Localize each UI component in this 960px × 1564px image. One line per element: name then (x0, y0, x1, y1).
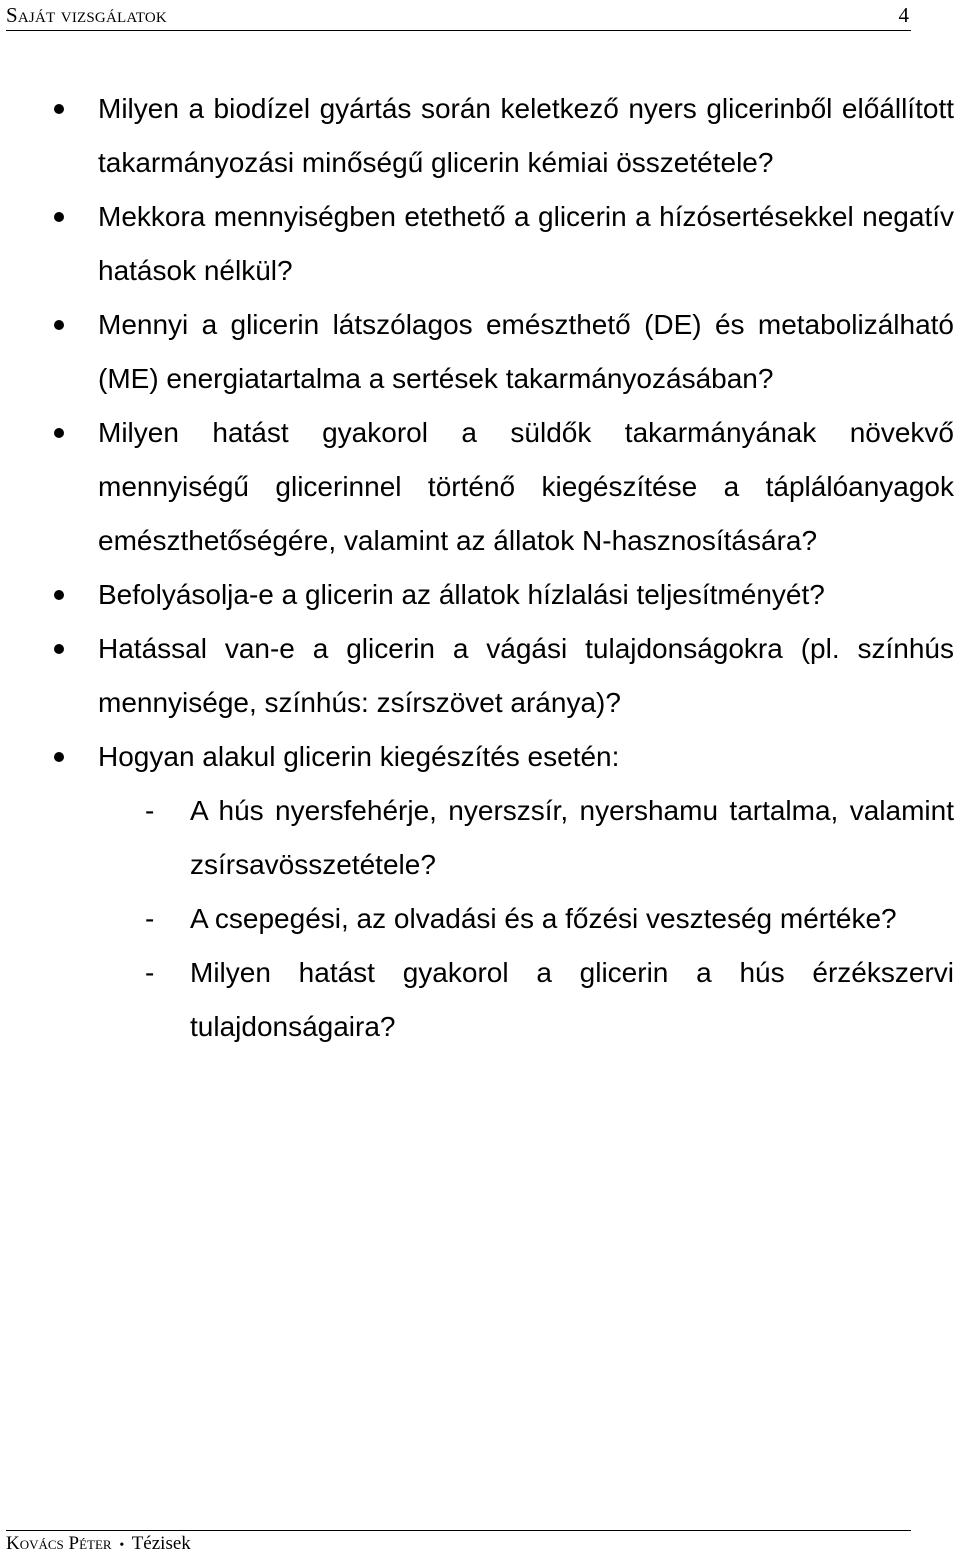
sub-question-list (98, 784, 954, 1054)
bullet-icon (54, 428, 64, 438)
sub-list-item (0, 784, 954, 892)
question-text: Hogyan alakul glicerin kiegészítés esetén: (98, 741, 620, 772)
list-item (0, 406, 954, 568)
sub-question-text: A hús nyersfehérje, nyerszsír, nyershamu tartalma, valamint zsírsavösszetétele? (190, 795, 954, 880)
sub-question-text: Milyen hatást gyakorol a glicerin a hús érzékszervi tulajdonságaira? (190, 957, 954, 1042)
bullet-icon (54, 104, 64, 114)
question-text: Mekkora mennyiségben etethető a glicerin a hízósertésekkel negatív hatások nélkül? (98, 201, 954, 286)
bullet-icon (54, 644, 64, 654)
question-text: Milyen hatást gyakorol a süldők takarmányának növekvő mennyiségű glicerinnel történő kiegészítése a táplálóanyagok emészthetőségére, valamint az állatok N-hasznosítására? (98, 417, 954, 556)
list-item (0, 82, 954, 190)
list-item (0, 298, 954, 406)
page-number: 4 (898, 3, 909, 27)
dash-marker: - (145, 903, 155, 934)
section-title: Saját vizsgálatok (6, 3, 167, 27)
author-name: Kovács Péter (6, 1533, 112, 1554)
bullet-icon (54, 212, 64, 222)
page-header (6, 0, 911, 31)
list-item (0, 730, 954, 1054)
bullet-icon (54, 590, 64, 600)
question-text: Befolyásolja-e a glicerin az állatok hízlalási teljesítményét? (98, 579, 825, 610)
list-item (0, 190, 954, 298)
page-footer (6, 1530, 911, 1555)
bullet-icon (54, 320, 64, 330)
question-text: Hatással van-e a glicerin a vágási tulajdonságokra (pl. színhús mennyisége, színhús: zsírszövet aránya)? (98, 633, 954, 718)
bullet-separator-icon: • (119, 1538, 125, 1553)
question-text: Mennyi a glicerin látszólagos emészthető (DE) és metabolizálható (ME) energiatartalma a sertések takarmányozásában? (98, 309, 954, 394)
dash-marker: - (145, 957, 155, 988)
question-text: Milyen a biodízel gyártás során keletkező nyers glicerinből előállított takarmányozási minőségű glicerin kémiai összetétele? (98, 93, 954, 178)
question-list (0, 82, 960, 1054)
sub-list-item (0, 946, 954, 1054)
sub-question-text: A csepegési, az olvadási és a főzési veszteség mértéke? (190, 903, 897, 934)
list-item (0, 568, 954, 622)
list-item (0, 622, 954, 730)
dash-marker: - (145, 795, 155, 826)
sub-list-item (0, 892, 954, 946)
footer-label: Tézisek (131, 1533, 191, 1554)
bullet-icon (54, 752, 64, 762)
